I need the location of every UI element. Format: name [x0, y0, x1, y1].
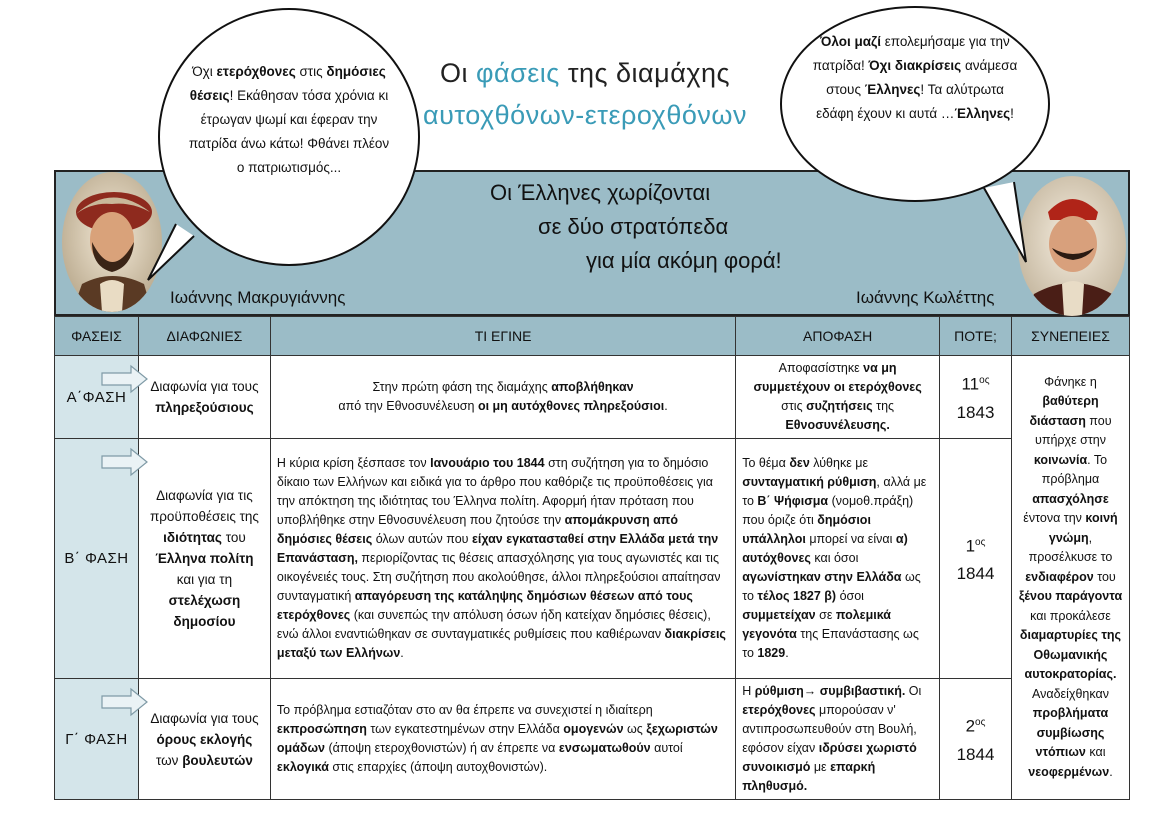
phase-label: Γ΄ ΦΑΣΗ	[55, 679, 139, 800]
speech-bubble-right: Όλοι μαζί επολεμήσαμε για την πατρίδα! Όχι διακρίσεις ανάμεσα στους Έλληνες! Τα αλύτρωτα εδάφη έχουν κι αυτά …Έλληνες!	[780, 6, 1050, 202]
disagreement-cell: Διαφωνία για τους όρους εκλογής των βουλευτών	[138, 679, 270, 800]
banner-text: Οι Έλληνες χωρίζονται σε δύο στρατόπεδα για μία ακόμη φορά!	[490, 180, 782, 273]
phases-table	[54, 316, 1130, 800]
disagreement-cell: Διαφωνία για τις προϋποθέσεις της ιδιότητας του Έλληνα πολίτη και για τη στελέχωση δημοσίου	[138, 439, 270, 679]
when-cell: $2^{o\varsigma}$ 1844	[940, 679, 1012, 800]
speech-bubble-left: Όχι ετερόχθονες στις δημόσιες θέσεις! Εκάθησαν τόσα χρόνια κι έτρωγαν ψωμί και έφεραν την πατρίδα άνω κάτω! Φθάνει πλέον ο πατριωτισμός...	[158, 8, 420, 266]
table-row	[55, 679, 1130, 800]
arrow-right-icon	[101, 447, 149, 477]
phase-label: Β΄ ΦΑΣΗ	[55, 439, 139, 679]
page-title: Οι φάσεις της διαμάχης αυτοχθόνων-ετεροχθόνων	[423, 58, 747, 130]
consequences-cell: Φάνηκε η βαθύτερη διάσταση που υπήρχε στην κοινωνία. Το πρόβλημα απασχόλησε έντονα την κοινή γνώμη, προσέλκυσε το ενδιαφέρον του ξένου παράγοντα και προκάλεσε διαμαρτυρίες της Οθωμανικής αυτοκρατορίας. Αναδείχθηκαν προβλήματα συμβίωσης ντόπιων και νεοφερμένων.	[1011, 356, 1129, 800]
table-row	[55, 356, 1130, 439]
header-phases: ΦΑΣΕΙΣ	[55, 317, 139, 356]
header-what-happened: ΤΙ ΕΓΙΝΕ	[270, 317, 735, 356]
header-disagreements: ΔΙΑΦΩΝΙΕΣ	[138, 317, 270, 356]
what-happened-cell: Η κύρια κρίση ξέσπασε τον Ιανουάριο του 1844 στη συζήτηση για το δημόσιο δίκαιο των Ελλήνων και ειδικά για το άρθρο που καθόριζε τις προϋποθέσεις για την απόκτηση της ιδιότητας του Έλληνα πολίτη. Αφορμή ήταν πρόταση που υποβλήθηκε στην Εθνοσυνέλευση που ζητούσε την απομάκρυνση από δημόσιες θέσεις όλων αυτών που είχαν εγκατασταθεί στην Ελλάδα μετά την Επανάσταση, περιορίζοντας τις θέσεις απασχόλησης για τους αγωνιστές και τις οικογένειές τους. Στη συζήτηση που ακολούθησε, άλλοι πληρεξούσιοι απαίτησαν συνταγματική απαγόρευση της κατάληψης δημόσιων θέσεων από τους ετερόχθονες (και συνεπώς την απόλυση όσων ήδη κατείχαν δημόσιες θέσεις), ενώ άλλοι εναντιώθηκαν σε συνταγματικές ρυθμίσεις που καθιέρωναν διακρίσεις μεταξύ των Ελλήνων.	[270, 439, 735, 679]
decision-cell: Αποφασίστηκε να μη συμμετέχουν οι ετερόχθονες στις συζητήσεις της Εθνοσυνέλευσης.	[736, 356, 940, 439]
phase-label: Α΄ΦΑΣΗ	[55, 356, 139, 439]
table-row	[55, 439, 1130, 679]
speech-bubble-right-tail	[980, 180, 1036, 266]
what-happened-cell: Το πρόβλημα εστιαζόταν στο αν θα έπρεπε να συνεχιστεί η ιδιαίτερη εκπροσώπηση των εγκατεστημένων στην Ελλάδα ομογενών ως ξεχωριστών ομάδων (άποψη ετεροχθονιστών) ή αν έπρεπε να ενσωματωθούν αυτοί εκλογικά στις επαρχίες (άποψη αυτοχθονιστών).	[270, 679, 735, 800]
when-cell: $11^{o\varsigma}$ 1843	[940, 356, 1012, 439]
disagreement-cell: Διαφωνία για τους πληρεξούσιους	[138, 356, 270, 439]
table-header-row	[55, 317, 1130, 356]
header-consequences: ΣΥΝΕΠΕΙΕΣ	[1011, 317, 1129, 356]
person-name-right: Ιωάννης Κωλέττης	[856, 288, 995, 307]
decision-cell: Το θέμα δεν λύθηκε με συνταγματική ρύθμιση, αλλά με το Β΄ Ψήφισμα (νομοθ.πράξη) που όριζε ότι δημόσιοι υπάλληλοι μπορεί να είναι α) αυτόχθονες και όσοι αγωνίστηκαν στην Ελλάδα ως το τέλος 1827 β) όσοι συμμετείχαν σε πολεμικά γεγονότα της Επανάστασης ως το 1829.	[736, 439, 940, 679]
what-happened-cell: Στην πρώτη φάση της διαμάχης αποβλήθηκαν από την Εθνοσυνέλευση οι μη αυτόχθονες πληρεξούσιοι.	[270, 356, 735, 439]
arrow-right-icon	[101, 687, 149, 717]
decision-cell: Η ρύθμιση→ συμβιβαστική. Οι ετερόχθονες μπορούσαν ν' αντιπροσωπευθούν στη Βουλή, εφόσον είχαν ιδρύσει χωριστό συνοικισμό με επαρκή πληθυσμό.	[736, 679, 940, 800]
person-name-left: Ιωάννης Μακρυγιάννης	[170, 288, 346, 307]
arrow-right-icon	[101, 364, 149, 394]
speech-bubble-left-tail	[140, 222, 200, 284]
when-cell: $1^{o\varsigma}$ 1844	[940, 439, 1012, 679]
header-decision: ΑΠΟΦΑΣΗ	[736, 317, 940, 356]
header-when: ΠΟΤΕ;	[940, 317, 1012, 356]
